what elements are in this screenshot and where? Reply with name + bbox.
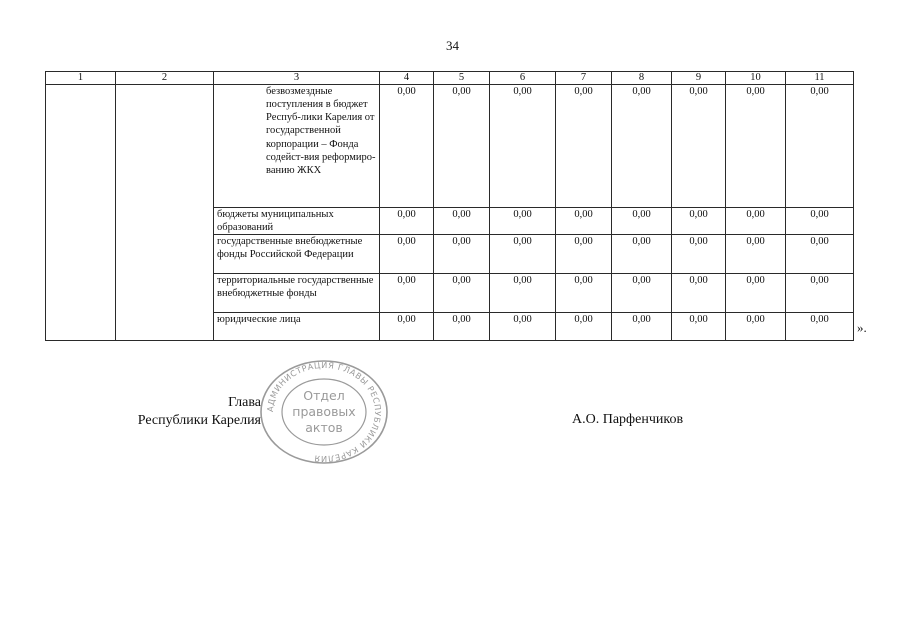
value-cell: 0,00 [490,85,556,208]
value-cell: 0,00 [786,85,854,208]
value-cell: 0,00 [434,274,490,313]
value-cell: 0,00 [672,235,726,274]
column-header: 7 [556,72,612,85]
value-cell: 0,00 [672,85,726,208]
stamp-ring-textpath: АДМИНИСТРАЦИЯ ГЛАВЫ РЕСПУБЛИКИ КАРЕЛИЯ [264,359,384,465]
column-header: 3 [214,72,380,85]
page-number: 34 [446,38,459,53]
column-header: 4 [380,72,434,85]
column-header: 6 [490,72,556,85]
value-cell: 0,00 [672,208,726,235]
column-2-cell [116,85,214,341]
value-cell: 0,00 [726,274,786,313]
value-cell: 0,00 [726,313,786,341]
value-cell: 0,00 [380,85,434,208]
column-header: 11 [786,72,854,85]
value-cell: 0,00 [490,274,556,313]
row-label: юридические лица [214,313,380,341]
value-cell: 0,00 [556,208,612,235]
value-cell: 0,00 [434,208,490,235]
value-cell: 0,00 [612,85,672,208]
column-header: 5 [434,72,490,85]
table-header-row [46,72,854,85]
budget-table [45,71,854,341]
signatory-name: А.О. Парфенчиков [572,412,684,427]
column-header: 9 [672,72,726,85]
value-cell: 0,00 [434,313,490,341]
value-cell: 0,00 [490,313,556,341]
column-header: 10 [726,72,786,85]
value-cell: 0,00 [786,208,854,235]
value-cell: 0,00 [786,313,854,341]
value-cell: 0,00 [612,235,672,274]
value-cell: 0,00 [434,85,490,208]
value-cell: 0,00 [490,208,556,235]
value-cell: 0,00 [434,235,490,274]
signature-title [133,394,261,430]
value-cell: 0,00 [380,274,434,313]
value-cell: 0,00 [612,274,672,313]
stamp-line: правовых [292,404,356,419]
value-cell: 0,00 [786,235,854,274]
value-cell: 0,00 [672,313,726,341]
official-stamp [258,358,390,466]
value-cell: 0,00 [380,208,434,235]
row-label: государственные внебюджетные фонды Российской Федерации [214,235,380,274]
value-cell: 0,00 [380,235,434,274]
table-row [46,85,854,208]
value-cell: 0,00 [556,85,612,208]
value-cell: 0,00 [380,313,434,341]
value-cell: 0,00 [726,208,786,235]
column-header: 2 [116,72,214,85]
column-header: 8 [612,72,672,85]
value-cell: 0,00 [612,313,672,341]
row-label: бюджеты муниципальных образований [214,208,380,235]
column-1-cell [46,85,116,341]
value-cell: 0,00 [612,208,672,235]
value-cell: 0,00 [726,85,786,208]
value-cell: 0,00 [490,235,556,274]
stamp-line: актов [305,420,343,435]
value-cell: 0,00 [556,313,612,341]
row-label: безвозмездные поступления в бюджет Респуб-лики Карелия от государственной корпорации – Фонда содейст-вия реформиро-ванию ЖКХ [214,85,380,208]
value-cell: 0,00 [726,235,786,274]
value-cell: 0,00 [786,274,854,313]
value-cell: 0,00 [556,235,612,274]
signature-title-line: Республики Карелия [137,413,261,428]
column-header: 1 [46,72,116,85]
value-cell: 0,00 [672,274,726,313]
stamp-line: Отдел [303,388,345,403]
value-cell: 0,00 [556,274,612,313]
signature-title-line: Глава [228,395,261,410]
closing-quote: ». [857,320,867,335]
row-label: территориальные государственные внебюджетные фонды [214,274,380,313]
